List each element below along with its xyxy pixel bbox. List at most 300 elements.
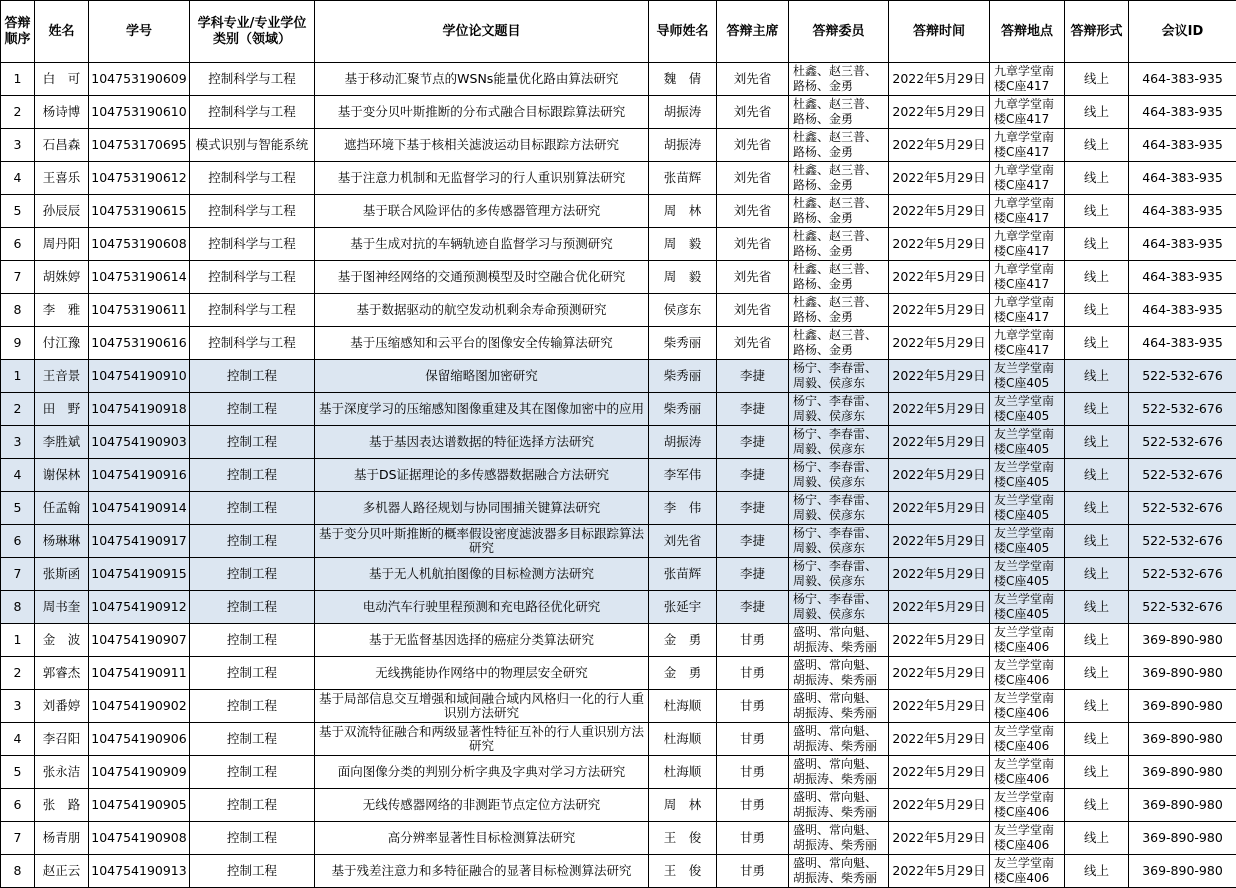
cell-name: 郭睿杰 bbox=[35, 657, 89, 690]
cell-name: 胡姝婷 bbox=[35, 261, 89, 294]
cell-thesis-title: 基于双流特征融合和两级显著性特征互补的行人重识别方法研究 bbox=[315, 723, 649, 756]
cell-thesis-title: 基于基因表达谱数据的特征选择方法研究 bbox=[315, 426, 649, 459]
cell-time: 2022年5月29日 bbox=[889, 162, 990, 195]
cell-chair: 甘勇 bbox=[717, 789, 789, 822]
cell-members: 杜鑫、赵三普、路杨、金勇 bbox=[789, 129, 889, 162]
cell-major: 控制科学与工程 bbox=[190, 261, 315, 294]
cell-student-id: 104753190610 bbox=[89, 96, 190, 129]
cell-name: 谢保林 bbox=[35, 459, 89, 492]
cell-meeting-id: 522-532-676 bbox=[1129, 558, 1236, 591]
cell-thesis-title: 基于变分贝叶斯推断的概率假设密度滤波器多目标跟踪算法研究 bbox=[315, 525, 649, 558]
cell-order: 4 bbox=[1, 459, 35, 492]
cell-name: 杨琳琳 bbox=[35, 525, 89, 558]
cell-members: 杜鑫、赵三普、路杨、金勇 bbox=[789, 195, 889, 228]
cell-order: 6 bbox=[1, 525, 35, 558]
cell-form: 线上 bbox=[1065, 591, 1129, 624]
cell-time: 2022年5月29日 bbox=[889, 426, 990, 459]
cell-thesis-title: 基于无人机航拍图像的目标检测方法研究 bbox=[315, 558, 649, 591]
table-row bbox=[1, 690, 1236, 723]
cell-student-id: 104753190615 bbox=[89, 195, 190, 228]
cell-chair: 甘勇 bbox=[717, 756, 789, 789]
cell-student-id: 104754190917 bbox=[89, 525, 190, 558]
cell-advisor: 周 毅 bbox=[649, 261, 717, 294]
cell-place: 友兰学堂南楼C座405 bbox=[990, 525, 1065, 558]
cell-time: 2022年5月29日 bbox=[889, 492, 990, 525]
cell-order: 1 bbox=[1, 624, 35, 657]
cell-chair: 刘先省 bbox=[717, 294, 789, 327]
cell-major: 控制工程 bbox=[190, 624, 315, 657]
cell-thesis-title: 面向图像分类的判别分析字典及字典对学习方法研究 bbox=[315, 756, 649, 789]
cell-major: 控制科学与工程 bbox=[190, 294, 315, 327]
cell-major: 控制工程 bbox=[190, 657, 315, 690]
cell-form: 线上 bbox=[1065, 525, 1129, 558]
cell-thesis-title: 基于残差注意力和多特征融合的显著目标检测算法研究 bbox=[315, 855, 649, 888]
cell-chair: 甘勇 bbox=[717, 624, 789, 657]
table-row bbox=[1, 393, 1236, 426]
cell-name: 孙辰辰 bbox=[35, 195, 89, 228]
cell-student-id: 104753190612 bbox=[89, 162, 190, 195]
cell-members: 杜鑫、赵三普、路杨、金勇 bbox=[789, 63, 889, 96]
cell-meeting-id: 464-383-935 bbox=[1129, 261, 1236, 294]
cell-student-id: 104753190609 bbox=[89, 63, 190, 96]
cell-major: 控制工程 bbox=[190, 360, 315, 393]
cell-order: 7 bbox=[1, 558, 35, 591]
cell-chair: 甘勇 bbox=[717, 690, 789, 723]
cell-place: 九章学堂南楼C座417 bbox=[990, 129, 1065, 162]
cell-form: 线上 bbox=[1065, 393, 1129, 426]
cell-members: 盛明、常向魁、胡振涛、柴秀丽 bbox=[789, 822, 889, 855]
table-row bbox=[1, 360, 1236, 393]
header-chair: 答辩主席 bbox=[717, 1, 789, 63]
header-row bbox=[1, 1, 1236, 63]
cell-name: 金 波 bbox=[35, 624, 89, 657]
cell-meeting-id: 369-890-980 bbox=[1129, 690, 1236, 723]
cell-members: 盛明、常向魁、胡振涛、柴秀丽 bbox=[789, 624, 889, 657]
cell-advisor: 李 伟 bbox=[649, 492, 717, 525]
cell-order: 6 bbox=[1, 228, 35, 261]
table-row bbox=[1, 129, 1236, 162]
table-row bbox=[1, 525, 1236, 558]
cell-student-id: 104753190614 bbox=[89, 261, 190, 294]
cell-meeting-id: 522-532-676 bbox=[1129, 525, 1236, 558]
cell-name: 李召阳 bbox=[35, 723, 89, 756]
cell-student-id: 104753190611 bbox=[89, 294, 190, 327]
cell-members: 杜鑫、赵三普、路杨、金勇 bbox=[789, 327, 889, 360]
cell-major: 控制科学与工程 bbox=[190, 63, 315, 96]
cell-form: 线上 bbox=[1065, 723, 1129, 756]
cell-time: 2022年5月29日 bbox=[889, 822, 990, 855]
cell-order: 8 bbox=[1, 855, 35, 888]
cell-meeting-id: 369-890-980 bbox=[1129, 789, 1236, 822]
cell-meeting-id: 522-532-676 bbox=[1129, 459, 1236, 492]
cell-name: 刘番婷 bbox=[35, 690, 89, 723]
cell-meeting-id: 522-532-676 bbox=[1129, 393, 1236, 426]
cell-order: 6 bbox=[1, 789, 35, 822]
cell-form: 线上 bbox=[1065, 195, 1129, 228]
cell-student-id: 104754190912 bbox=[89, 591, 190, 624]
cell-form: 线上 bbox=[1065, 855, 1129, 888]
cell-major: 模式识别与智能系统 bbox=[190, 129, 315, 162]
cell-form: 线上 bbox=[1065, 327, 1129, 360]
cell-chair: 刘先省 bbox=[717, 129, 789, 162]
cell-thesis-title: 遮挡环境下基于核相关滤波运动目标跟踪方法研究 bbox=[315, 129, 649, 162]
cell-advisor: 周 毅 bbox=[649, 228, 717, 261]
cell-meeting-id: 464-383-935 bbox=[1129, 228, 1236, 261]
cell-chair: 李捷 bbox=[717, 459, 789, 492]
cell-student-id: 104754190914 bbox=[89, 492, 190, 525]
cell-major: 控制科学与工程 bbox=[190, 228, 315, 261]
cell-thesis-title: 基于生成对抗的车辆轨迹自监督学习与预测研究 bbox=[315, 228, 649, 261]
cell-chair: 刘先省 bbox=[717, 96, 789, 129]
table-row bbox=[1, 723, 1236, 756]
cell-place: 友兰学堂南楼C座405 bbox=[990, 459, 1065, 492]
cell-name: 杨青朋 bbox=[35, 822, 89, 855]
cell-time: 2022年5月29日 bbox=[889, 327, 990, 360]
cell-place: 九章学堂南楼C座417 bbox=[990, 96, 1065, 129]
cell-form: 线上 bbox=[1065, 789, 1129, 822]
cell-place: 友兰学堂南楼C座405 bbox=[990, 426, 1065, 459]
cell-thesis-title: 保留缩略图加密研究 bbox=[315, 360, 649, 393]
cell-thesis-title: 基于联合风险评估的多传感器管理方法研究 bbox=[315, 195, 649, 228]
cell-place: 友兰学堂南楼C座405 bbox=[990, 492, 1065, 525]
cell-student-id: 104754190906 bbox=[89, 723, 190, 756]
cell-form: 线上 bbox=[1065, 492, 1129, 525]
cell-members: 杜鑫、赵三普、路杨、金勇 bbox=[789, 162, 889, 195]
cell-time: 2022年5月29日 bbox=[889, 261, 990, 294]
cell-members: 杨宁、李春雷、周毅、侯彦东 bbox=[789, 426, 889, 459]
cell-members: 杜鑫、赵三普、路杨、金勇 bbox=[789, 96, 889, 129]
table-row bbox=[1, 657, 1236, 690]
cell-place: 九章学堂南楼C座417 bbox=[990, 261, 1065, 294]
cell-order: 4 bbox=[1, 162, 35, 195]
cell-major: 控制工程 bbox=[190, 525, 315, 558]
cell-chair: 刘先省 bbox=[717, 228, 789, 261]
cell-advisor: 刘先省 bbox=[649, 525, 717, 558]
cell-members: 杨宁、李春雷、周毅、侯彦东 bbox=[789, 492, 889, 525]
cell-meeting-id: 522-532-676 bbox=[1129, 360, 1236, 393]
cell-order: 3 bbox=[1, 426, 35, 459]
cell-meeting-id: 464-383-935 bbox=[1129, 294, 1236, 327]
cell-place: 友兰学堂南楼C座406 bbox=[990, 855, 1065, 888]
cell-student-id: 104754190903 bbox=[89, 426, 190, 459]
cell-time: 2022年5月29日 bbox=[889, 657, 990, 690]
table-row bbox=[1, 492, 1236, 525]
cell-student-id: 104753190616 bbox=[89, 327, 190, 360]
cell-form: 线上 bbox=[1065, 162, 1129, 195]
cell-advisor: 金 勇 bbox=[649, 657, 717, 690]
cell-chair: 刘先省 bbox=[717, 327, 789, 360]
cell-advisor: 柴秀丽 bbox=[649, 360, 717, 393]
header-meeting-id: 会议ID bbox=[1129, 1, 1236, 63]
cell-name: 田 野 bbox=[35, 393, 89, 426]
cell-form: 线上 bbox=[1065, 129, 1129, 162]
cell-major: 控制科学与工程 bbox=[190, 195, 315, 228]
cell-thesis-title: 基于深度学习的压缩感知图像重建及其在图像加密中的应用 bbox=[315, 393, 649, 426]
header-place: 答辩地点 bbox=[990, 1, 1065, 63]
cell-chair: 刘先省 bbox=[717, 162, 789, 195]
cell-thesis-title: 基于压缩感知和云平台的图像安全传输算法研究 bbox=[315, 327, 649, 360]
cell-thesis-title: 基于局部信息交互增强和域间融合域内风格归一化的行人重识别方法研究 bbox=[315, 690, 649, 723]
cell-time: 2022年5月29日 bbox=[889, 63, 990, 96]
cell-student-id: 104754190911 bbox=[89, 657, 190, 690]
cell-student-id: 104754190910 bbox=[89, 360, 190, 393]
cell-name: 杨诗博 bbox=[35, 96, 89, 129]
table-row bbox=[1, 789, 1236, 822]
table-row bbox=[1, 855, 1236, 888]
cell-student-id: 104754190916 bbox=[89, 459, 190, 492]
cell-name: 张斯函 bbox=[35, 558, 89, 591]
cell-thesis-title: 高分辨率显著性目标检测算法研究 bbox=[315, 822, 649, 855]
cell-form: 线上 bbox=[1065, 459, 1129, 492]
cell-members: 杨宁、李春雷、周毅、侯彦东 bbox=[789, 459, 889, 492]
cell-major: 控制工程 bbox=[190, 426, 315, 459]
table-row bbox=[1, 228, 1236, 261]
cell-student-id: 104754190918 bbox=[89, 393, 190, 426]
cell-place: 友兰学堂南楼C座406 bbox=[990, 822, 1065, 855]
cell-time: 2022年5月29日 bbox=[889, 591, 990, 624]
cell-place: 友兰学堂南楼C座405 bbox=[990, 393, 1065, 426]
cell-order: 2 bbox=[1, 657, 35, 690]
table-row bbox=[1, 624, 1236, 657]
cell-student-id: 104753170695 bbox=[89, 129, 190, 162]
cell-form: 线上 bbox=[1065, 228, 1129, 261]
cell-student-id: 104754190902 bbox=[89, 690, 190, 723]
cell-thesis-title: 基于移动汇聚节点的WSNs能量优化路由算法研究 bbox=[315, 63, 649, 96]
cell-chair: 李捷 bbox=[717, 525, 789, 558]
cell-advisor: 杜海顺 bbox=[649, 690, 717, 723]
cell-form: 线上 bbox=[1065, 294, 1129, 327]
cell-place: 友兰学堂南楼C座405 bbox=[990, 591, 1065, 624]
cell-advisor: 金 勇 bbox=[649, 624, 717, 657]
table-row bbox=[1, 162, 1236, 195]
cell-name: 张 路 bbox=[35, 789, 89, 822]
cell-advisor: 胡振涛 bbox=[649, 96, 717, 129]
cell-members: 杜鑫、赵三普、路杨、金勇 bbox=[789, 294, 889, 327]
cell-time: 2022年5月29日 bbox=[889, 360, 990, 393]
cell-advisor: 杜海顺 bbox=[649, 723, 717, 756]
cell-members: 盛明、常向魁、胡振涛、柴秀丽 bbox=[789, 723, 889, 756]
cell-thesis-title: 基于变分贝叶斯推断的分布式融合目标跟踪算法研究 bbox=[315, 96, 649, 129]
cell-time: 2022年5月29日 bbox=[889, 855, 990, 888]
header-thesis-title: 学位论文题目 bbox=[315, 1, 649, 63]
header-members: 答辩委员 bbox=[789, 1, 889, 63]
cell-place: 友兰学堂南楼C座406 bbox=[990, 624, 1065, 657]
cell-members: 杜鑫、赵三普、路杨、金勇 bbox=[789, 228, 889, 261]
cell-time: 2022年5月29日 bbox=[889, 228, 990, 261]
cell-form: 线上 bbox=[1065, 261, 1129, 294]
cell-student-id: 104754190913 bbox=[89, 855, 190, 888]
header-time: 答辩时间 bbox=[889, 1, 990, 63]
cell-meeting-id: 464-383-935 bbox=[1129, 327, 1236, 360]
cell-place: 九章学堂南楼C座417 bbox=[990, 228, 1065, 261]
table-row bbox=[1, 195, 1236, 228]
cell-place: 九章学堂南楼C座417 bbox=[990, 195, 1065, 228]
cell-major: 控制科学与工程 bbox=[190, 96, 315, 129]
cell-members: 杨宁、李春雷、周毅、侯彦东 bbox=[789, 393, 889, 426]
cell-major: 控制科学与工程 bbox=[190, 162, 315, 195]
cell-time: 2022年5月29日 bbox=[889, 525, 990, 558]
cell-chair: 甘勇 bbox=[717, 723, 789, 756]
cell-members: 盛明、常向魁、胡振涛、柴秀丽 bbox=[789, 756, 889, 789]
cell-place: 九章学堂南楼C座417 bbox=[990, 63, 1065, 96]
cell-form: 线上 bbox=[1065, 426, 1129, 459]
cell-meeting-id: 464-383-935 bbox=[1129, 63, 1236, 96]
cell-place: 友兰学堂南楼C座406 bbox=[990, 756, 1065, 789]
cell-major: 控制工程 bbox=[190, 690, 315, 723]
cell-form: 线上 bbox=[1065, 63, 1129, 96]
cell-order: 3 bbox=[1, 690, 35, 723]
cell-advisor: 张延宇 bbox=[649, 591, 717, 624]
cell-thesis-title: 基于DS证据理论的多传感器数据融合方法研究 bbox=[315, 459, 649, 492]
cell-chair: 甘勇 bbox=[717, 855, 789, 888]
cell-major: 控制工程 bbox=[190, 558, 315, 591]
cell-advisor: 周 林 bbox=[649, 195, 717, 228]
header-order: 答辩顺序 bbox=[1, 1, 35, 63]
cell-meeting-id: 464-383-935 bbox=[1129, 195, 1236, 228]
cell-form: 线上 bbox=[1065, 690, 1129, 723]
cell-order: 2 bbox=[1, 96, 35, 129]
cell-name: 付江豫 bbox=[35, 327, 89, 360]
cell-members: 盛明、常向魁、胡振涛、柴秀丽 bbox=[789, 657, 889, 690]
cell-chair: 甘勇 bbox=[717, 657, 789, 690]
cell-members: 盛明、常向魁、胡振涛、柴秀丽 bbox=[789, 789, 889, 822]
cell-advisor: 李军伟 bbox=[649, 459, 717, 492]
table-row bbox=[1, 261, 1236, 294]
header-name: 姓名 bbox=[35, 1, 89, 63]
cell-meeting-id: 369-890-980 bbox=[1129, 624, 1236, 657]
cell-meeting-id: 522-532-676 bbox=[1129, 591, 1236, 624]
cell-form: 线上 bbox=[1065, 822, 1129, 855]
cell-place: 友兰学堂南楼C座405 bbox=[990, 360, 1065, 393]
cell-major: 控制工程 bbox=[190, 789, 315, 822]
cell-name: 王音景 bbox=[35, 360, 89, 393]
cell-thesis-title: 电动汽车行驶里程预测和充电路径优化研究 bbox=[315, 591, 649, 624]
cell-advisor: 杜海顺 bbox=[649, 756, 717, 789]
cell-major: 控制工程 bbox=[190, 822, 315, 855]
cell-members: 盛明、常向魁、胡振涛、柴秀丽 bbox=[789, 855, 889, 888]
cell-members: 杨宁、李春雷、周毅、侯彦东 bbox=[789, 525, 889, 558]
cell-student-id: 104753190608 bbox=[89, 228, 190, 261]
table-row bbox=[1, 426, 1236, 459]
table-row bbox=[1, 327, 1236, 360]
cell-order: 7 bbox=[1, 261, 35, 294]
cell-place: 友兰学堂南楼C座405 bbox=[990, 558, 1065, 591]
cell-order: 1 bbox=[1, 360, 35, 393]
cell-form: 线上 bbox=[1065, 756, 1129, 789]
cell-time: 2022年5月29日 bbox=[889, 129, 990, 162]
cell-meeting-id: 369-890-980 bbox=[1129, 855, 1236, 888]
table-row bbox=[1, 96, 1236, 129]
cell-meeting-id: 464-383-935 bbox=[1129, 129, 1236, 162]
cell-time: 2022年5月29日 bbox=[889, 723, 990, 756]
cell-advisor: 王 俊 bbox=[649, 855, 717, 888]
cell-major: 控制工程 bbox=[190, 591, 315, 624]
cell-name: 任孟翰 bbox=[35, 492, 89, 525]
cell-advisor: 胡振涛 bbox=[649, 129, 717, 162]
cell-order: 5 bbox=[1, 195, 35, 228]
cell-student-id: 104754190908 bbox=[89, 822, 190, 855]
cell-meeting-id: 522-532-676 bbox=[1129, 426, 1236, 459]
cell-place: 九章学堂南楼C座417 bbox=[990, 294, 1065, 327]
cell-order: 7 bbox=[1, 822, 35, 855]
cell-meeting-id: 369-890-980 bbox=[1129, 822, 1236, 855]
cell-thesis-title: 多机器人路径规划与协同围捕关键算法研究 bbox=[315, 492, 649, 525]
cell-advisor: 魏 倩 bbox=[649, 63, 717, 96]
cell-order: 3 bbox=[1, 129, 35, 162]
table-row bbox=[1, 822, 1236, 855]
table-row bbox=[1, 591, 1236, 624]
cell-order: 1 bbox=[1, 63, 35, 96]
cell-time: 2022年5月29日 bbox=[889, 393, 990, 426]
cell-name: 周书奎 bbox=[35, 591, 89, 624]
cell-order: 5 bbox=[1, 756, 35, 789]
cell-chair: 李捷 bbox=[717, 558, 789, 591]
cell-thesis-title: 基于图神经网络的交通预测模型及时空融合优化研究 bbox=[315, 261, 649, 294]
cell-form: 线上 bbox=[1065, 360, 1129, 393]
cell-advisor: 张苗辉 bbox=[649, 162, 717, 195]
cell-chair: 李捷 bbox=[717, 393, 789, 426]
cell-chair: 甘勇 bbox=[717, 822, 789, 855]
cell-chair: 李捷 bbox=[717, 492, 789, 525]
cell-meeting-id: 369-890-980 bbox=[1129, 723, 1236, 756]
cell-meeting-id: 369-890-980 bbox=[1129, 657, 1236, 690]
cell-meeting-id: 522-532-676 bbox=[1129, 492, 1236, 525]
cell-student-id: 104754190909 bbox=[89, 756, 190, 789]
cell-chair: 刘先省 bbox=[717, 195, 789, 228]
cell-form: 线上 bbox=[1065, 96, 1129, 129]
cell-members: 杨宁、李春雷、周毅、侯彦东 bbox=[789, 360, 889, 393]
cell-name: 张永洁 bbox=[35, 756, 89, 789]
cell-form: 线上 bbox=[1065, 558, 1129, 591]
cell-order: 8 bbox=[1, 294, 35, 327]
cell-name: 李 雅 bbox=[35, 294, 89, 327]
table-row bbox=[1, 558, 1236, 591]
cell-name: 周丹阳 bbox=[35, 228, 89, 261]
cell-name: 石昌森 bbox=[35, 129, 89, 162]
cell-major: 控制科学与工程 bbox=[190, 327, 315, 360]
cell-name: 赵正云 bbox=[35, 855, 89, 888]
cell-chair: 刘先省 bbox=[717, 63, 789, 96]
cell-time: 2022年5月29日 bbox=[889, 459, 990, 492]
cell-student-id: 104754190905 bbox=[89, 789, 190, 822]
cell-form: 线上 bbox=[1065, 624, 1129, 657]
cell-members: 盛明、常向魁、胡振涛、柴秀丽 bbox=[789, 690, 889, 723]
header-major: 学科专业/专业学位类别（领域） bbox=[190, 1, 315, 63]
cell-time: 2022年5月29日 bbox=[889, 789, 990, 822]
cell-chair: 刘先省 bbox=[717, 261, 789, 294]
cell-name: 白 可 bbox=[35, 63, 89, 96]
cell-advisor: 侯彦东 bbox=[649, 294, 717, 327]
cell-name: 王喜乐 bbox=[35, 162, 89, 195]
cell-order: 2 bbox=[1, 393, 35, 426]
cell-student-id: 104754190915 bbox=[89, 558, 190, 591]
cell-advisor: 王 俊 bbox=[649, 822, 717, 855]
cell-major: 控制工程 bbox=[190, 492, 315, 525]
cell-place: 友兰学堂南楼C座406 bbox=[990, 690, 1065, 723]
cell-thesis-title: 无线传感器网络的非测距节点定位方法研究 bbox=[315, 789, 649, 822]
cell-student-id: 104754190907 bbox=[89, 624, 190, 657]
cell-advisor: 柴秀丽 bbox=[649, 393, 717, 426]
cell-place: 友兰学堂南楼C座406 bbox=[990, 657, 1065, 690]
cell-meeting-id: 369-890-980 bbox=[1129, 756, 1236, 789]
cell-form: 线上 bbox=[1065, 657, 1129, 690]
table-row bbox=[1, 756, 1236, 789]
cell-major: 控制工程 bbox=[190, 855, 315, 888]
cell-meeting-id: 464-383-935 bbox=[1129, 96, 1236, 129]
cell-thesis-title: 基于无监督基因选择的癌症分类算法研究 bbox=[315, 624, 649, 657]
header-advisor: 导师姓名 bbox=[649, 1, 717, 63]
cell-time: 2022年5月29日 bbox=[889, 756, 990, 789]
